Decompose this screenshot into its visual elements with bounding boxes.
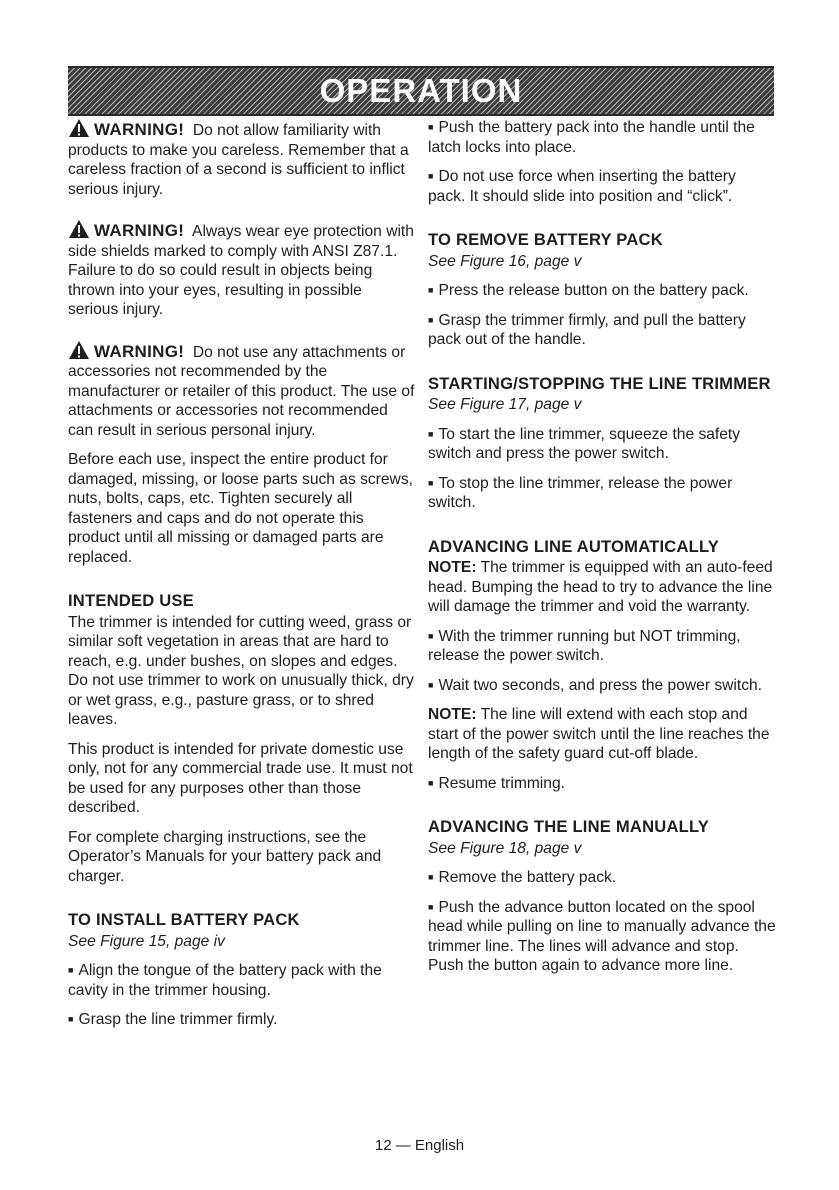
warning-triangle-icon [68,340,90,360]
note-paragraph [428,705,776,764]
warning-text: Do not allow familiarity with products to make you careless. Remember that a careless fraction of a second is sufficient to inflict serious injury. [68,122,409,198]
list-item: ■ Do not use force when inserting the battery pack. It should slide into position and “click”. [428,167,776,206]
auto-advance-heading: ADVANCING LINE AUTOMATICALLY [428,536,720,556]
note-paragraph [428,558,776,617]
warning-block [68,340,416,441]
startstop-heading: STARTING/STOPPING THE LINE TRIMMER [428,373,771,393]
list-item: ■ Align the tongue of the battery pack with the cavity in the trimmer housing. [68,961,416,1000]
list-item: ■ With the trimmer running but NOT trimming, release the power switch. [428,627,776,666]
intended-use-paragraph: For complete charging instructions, see the Operator’s Manuals for your battery pack and charger. [68,828,382,885]
warning-label: WARNING! [94,120,185,139]
warning-triangle-icon [68,118,90,138]
banner-title: OPERATION [319,72,523,109]
warning-text: Do not use any attachments or accessories not recommended by the manufacturer or retailer of this product. The use of attachments or accessories not recommended can result in serious personal injury. [68,343,415,439]
note-text: The trimmer is equipped with an auto-feed head. Bumping the head to try to advance the line will damage the trimmer and void the warranty. [428,559,773,615]
left-column [68,118,416,1040]
list-item: ■ Grasp the trimmer firmly, and pull the battery pack out of the handle. [428,311,776,350]
manual-advance-heading: ADVANCING THE LINE MANUALLY [428,817,710,836]
intended-use-paragraph: This product is intended for private domestic use only, not for any commercial trade use. It must not be used for any purposes other than those described. [68,740,413,816]
note-label: NOTE: [428,559,477,576]
list-item: ■ Push the battery pack into the handle until the latch locks into place. [428,118,776,157]
figure-reference: See Figure 18, page v [428,839,582,857]
remove-heading: TO REMOVE BATTERY PACK [428,230,663,249]
warning-label: WARNING! [94,221,185,240]
warning-text: Always wear eye protection with side shields marked to comply with ANSI Z87.1. Failure to do so could result in objects being thrown into your eyes, resulting in possible serious injury. [68,223,414,318]
right-column [428,118,776,986]
install-heading: TO INSTALL BATTERY PACK [68,910,300,929]
list-item: ■ Grasp the line trimmer firmly. [68,1010,416,1030]
warning-block [68,219,416,320]
inspect-paragraph: Before each use, inspect the entire product for damaged, missing, or loose parts such as screws, nuts, bolts, caps, etc. Tighten securely all fasteners and caps and do not operate this product until all missing or damaged parts are replaced. [68,451,413,566]
figure-reference: See Figure 15, page iv [68,932,225,950]
figure-reference: See Figure 16, page v [428,252,582,270]
intended-use-heading: INTENDED USE [68,591,194,610]
warning-label: WARNING! [94,341,185,361]
warning-block [68,118,416,199]
list-item: ■ To start the line trimmer, squeeze the safety switch and press the power switch. [428,425,776,464]
page-footer: 12 — English [374,1137,465,1154]
list-item: ■ Push the advance button located on the spool head while pulling on line to manually advance the trimmer line. The lines will advance and stop. Push the button again to advance more line. [428,898,776,976]
section-banner [68,66,774,116]
warning-triangle-icon [68,219,90,239]
list-item: ■ Remove the battery pack. [428,868,776,888]
note-label: NOTE: [428,706,477,723]
note-text: The line will extend with each stop and start of the power switch until the line reaches the length of the safety guard cut-off blade. [428,706,770,762]
intended-use-paragraph: The trimmer is intended for cutting weed, grass or similar soft vegetation in areas that are hard to reach, e.g. under bushes, on slopes and edges. Do not use trimmer to work on unusually thick, dry or wet grass, e.g., pasture grass, or to shred leaves. [68,613,414,728]
list-item: ■ To stop the line trimmer, release the power switch. [428,474,776,513]
list-item: ■ Wait two seconds, and press the power switch. [428,676,776,696]
figure-reference: See Figure 17, page v [428,396,582,413]
list-item: ■ Press the release button on the battery pack. [428,281,776,301]
list-item: ■ Resume trimming. [428,774,776,794]
